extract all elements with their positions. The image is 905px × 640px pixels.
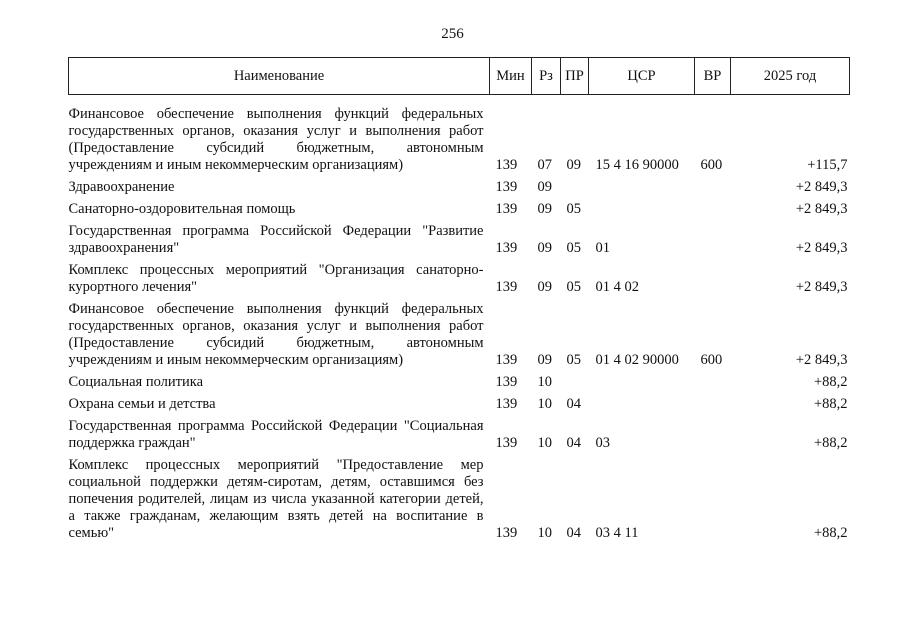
row-pr: 05 [566,279,581,295]
row-pr [561,369,589,391]
row-name: Охрана семьи и детства [68,396,216,412]
table-row [69,452,850,542]
row-amount: +88,2 [813,525,848,541]
row-pr: 05 [566,240,581,256]
header-vr: ВР [695,58,731,95]
row-amount: +88,2 [813,374,848,390]
row-name: Комплекс процессных мероприятий "Предоставление мер социальной поддержки детям-сиротам, детям, оставшимся без попечения родителей, лицам из числа указанной категории детей, а также гражданам, желающим взять детей на воспитание в семью" [68,457,484,541]
row-min: 139 [495,435,518,451]
header-rz: Рз [532,58,561,95]
row-amount: +2 849,3 [795,179,848,195]
row-csr: 03 [595,435,610,451]
row-vr [695,391,731,413]
row-pr: 04 [566,435,581,451]
row-name: Социальная политика [68,374,204,390]
row-rz: 07 [537,157,552,173]
row-min: 139 [495,396,518,412]
table-row [69,391,850,413]
row-pr: 05 [566,352,581,368]
row-min: 139 [495,525,518,541]
row-rz: 09 [537,240,552,256]
row-pr: 09 [566,157,581,173]
row-amount: +115,7 [807,157,848,173]
row-vr: 600 [700,157,723,173]
row-pr [561,174,589,196]
row-rz: 10 [537,396,552,412]
row-vr [695,196,731,218]
row-pr: 04 [566,525,581,541]
row-amount: +2 849,3 [795,279,848,295]
row-name: Государственная программа Российской Федерации "Социальная поддержка граждан" [68,418,484,451]
row-csr: 01 [595,240,610,256]
row-min: 139 [495,374,518,390]
row-rz: 09 [537,179,552,195]
row-amount: +2 849,3 [795,240,848,256]
header-name: Наименование [69,58,490,95]
row-vr [695,452,731,542]
row-vr: 600 [700,352,723,368]
row-vr [695,369,731,391]
row-name: Государственная программа Российской Федерации "Развитие здравоохранения" [68,223,484,256]
table-row [69,296,850,369]
header-min: Мин [490,58,532,95]
header-csr: ЦСР [589,58,695,95]
row-min: 139 [495,201,518,217]
row-name: Финансовое обеспечение выполнения функций федеральных государственных органов, оказания услуг и выполнения работ (Предоставление субсидий бюджетным, автономным учреждениям и иным некоммерческим организациям) [68,301,484,368]
row-csr: 01 4 02 [595,279,639,295]
row-name: Здравоохранение [68,179,175,195]
row-rz: 10 [537,374,552,390]
table-row [69,196,850,218]
table-row [69,413,850,452]
row-amount: +88,2 [813,435,848,451]
row-amount: +2 849,3 [795,201,848,217]
row-min: 139 [495,279,518,295]
row-rz: 10 [537,435,552,451]
table-body [69,95,850,543]
table-row [69,101,850,174]
table-row [69,369,850,391]
budget-table [68,57,850,542]
row-csr [589,391,695,413]
row-min: 139 [495,157,518,173]
row-csr [589,369,695,391]
row-amount: +2 849,3 [795,352,848,368]
row-csr [589,196,695,218]
row-rz: 09 [537,352,552,368]
page-number: 256 [441,26,464,42]
row-amount: +88,2 [813,396,848,412]
row-min: 139 [495,352,518,368]
row-csr: 03 4 11 [595,525,639,541]
row-vr [695,413,731,452]
table-header [69,58,850,95]
row-name: Финансовое обеспечение выполнения функций федеральных государственных органов, оказания услуг и выполнения работ (Предоставление субсидий бюджетным, автономным учреждениям и иным некоммерческим организациям) [68,106,484,173]
header-pr: ПР [561,58,589,95]
row-rz: 10 [537,525,552,541]
header-year: 2025 год [731,58,850,95]
row-rz: 09 [537,201,552,217]
row-name: Санаторно-оздоровительная помощь [68,201,296,217]
row-csr: 15 4 16 90000 [595,157,679,173]
row-min: 139 [495,240,518,256]
row-pr: 05 [566,201,581,217]
row-name: Комплекс процессных мероприятий "Организация санаторно-курортного лечения" [68,262,484,295]
row-pr: 04 [566,396,581,412]
row-csr: 01 4 02 90000 [595,352,679,368]
row-vr [695,257,731,296]
table-row [69,218,850,257]
row-rz: 09 [537,279,552,295]
table-row [69,174,850,196]
row-csr [589,174,695,196]
table-row [69,257,850,296]
row-vr [695,218,731,257]
row-min: 139 [495,179,518,195]
row-vr [695,174,731,196]
